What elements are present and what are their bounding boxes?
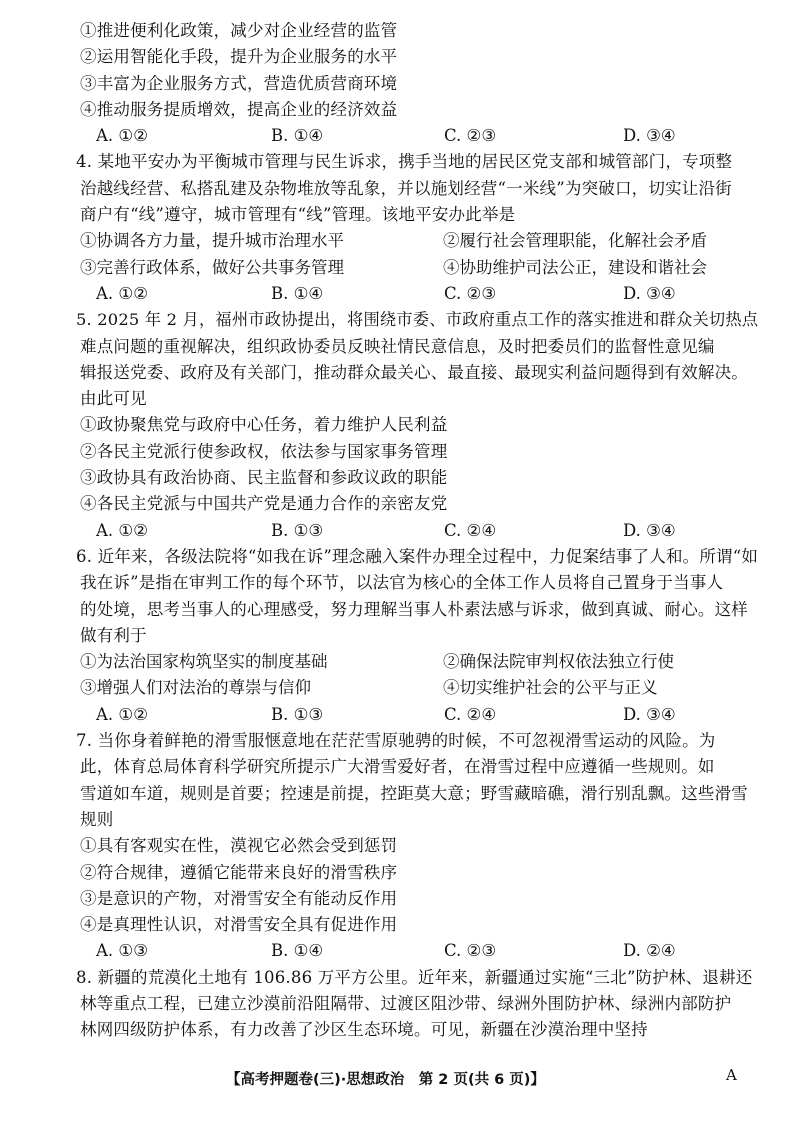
q8-line-3: 林网四级防护体系，有力改善了沙区生态环境。可见，新疆在沙漠治理中坚持 xyxy=(80,1020,648,1040)
q4-choice-a: A. ①② xyxy=(96,283,148,303)
q5-option-1: ①政协聚焦党与政府中心任务，着力维护人民利益 xyxy=(80,415,448,435)
q7-choices xyxy=(76,938,756,964)
q6-line-1: 6. 近年来，各级法院将“如我在诉”理念融入案件办理全过程中，力促案结事了人和。所谓“如 xyxy=(76,546,759,566)
q3-option-3: ③丰富为企业服务方式，营造优质营商环境 xyxy=(80,73,398,93)
paper-version-mark: A xyxy=(726,1066,737,1084)
q5-line-4: 由此可见 xyxy=(80,389,147,409)
q7-option-1: ①具有客观实在性，漠视它必然会受到惩罚 xyxy=(80,836,398,856)
q7-line-1: 7. 当你身着鲜艳的滑雪服惬意地在茫茫雪原驰骋的时候，不可忽视滑雪运动的风险。为 xyxy=(76,731,716,751)
q4-option-2: ②履行社会管理职能，化解社会矛盾 xyxy=(443,231,707,251)
q5-choice-b: B. ①③ xyxy=(271,520,324,540)
q3-choice-b: B. ①④ xyxy=(271,126,324,146)
q4-choice-c: C. ②③ xyxy=(444,283,497,303)
question-8 xyxy=(76,965,756,1044)
q6-choices xyxy=(76,702,756,728)
q5-option-4: ④各民主党派与中国共产党是通力合作的亲密友党 xyxy=(80,494,448,514)
q3-choices xyxy=(76,123,756,149)
q6-option-3: ③增强人们对法治的尊崇与信仰 xyxy=(80,678,311,698)
q7-option-3: ③是意识的产物，对滑雪安全有能动反作用 xyxy=(80,888,398,908)
q6-line-4: 做有利于 xyxy=(80,625,147,645)
q8-line-2: 林等重点工程，已建立沙漠前沿阻隔带、过渡区阻沙带、绿洲外围防护林、绿洲内部防护 xyxy=(80,993,732,1013)
q3-choice-d: D. ③④ xyxy=(623,126,676,146)
q5-line-3: 辑报送党委、政府及有关部门，推动群众最关心、最直接、最现实利益问题得到有效解决。 xyxy=(80,362,748,382)
q4-line-3: 商户有“线”遵守，城市管理有“线”管理。该地平安办此举是 xyxy=(80,205,516,225)
q6-option-4: ④切实维护社会的公平与正义 xyxy=(443,678,658,698)
q7-option-2: ②符合规律，遵循它能带来良好的滑雪秩序 xyxy=(80,862,398,882)
q4-line-2: 治越线经营、私搭乱建及杂物堆放等乱象，并以施划经营“一米线”为突破口，切实让沿街 xyxy=(80,178,732,198)
q6-line-2: 我在诉”是指在审判工作的每个环节，以法官为核心的全体工作人员将自己置身于当事人 xyxy=(80,573,724,593)
q7-line-3: 雪道如车道，规则是首要；控速是前提，控距莫大意；野雪藏暗礁，滑行别乱飘。这些滑雪 xyxy=(80,783,748,803)
question-5 xyxy=(76,307,759,544)
q5-choice-c: C. ②④ xyxy=(444,520,497,540)
q4-choice-b: B. ①④ xyxy=(271,283,324,303)
q6-option-1: ①为法治国家构筑坚实的制度基础 xyxy=(80,652,328,672)
q7-option-4: ④是真理性认识，对滑雪安全具有促进作用 xyxy=(80,915,398,935)
q4-choices xyxy=(76,281,756,307)
q5-choices xyxy=(76,518,756,544)
q4-choice-d: D. ③④ xyxy=(623,283,676,303)
page-footer: 【高考押题卷(三)·思想政治 第 2 页(共 6 页)】 xyxy=(226,1072,545,1088)
q6-options-row-1 xyxy=(76,649,756,675)
q4-option-4: ④协助维护司法公正，建设和谐社会 xyxy=(443,257,707,277)
q6-option-2: ②确保法院审判权依法独立行使 xyxy=(443,652,674,672)
q3-choice-a: A. ①② xyxy=(96,126,148,146)
q4-line-1: 4. 某地平安办为平衡城市管理与民生诉求，携手当地的居民区党支部和城管部门，专项整 xyxy=(76,152,733,172)
q8-line-1: 8. 新疆的荒漠化土地有 106.86 万平方公里。近年来，新疆通过实施“三北”防护林、退耕还 xyxy=(76,967,753,987)
q6-options-row-2 xyxy=(76,675,756,701)
q6-choice-b: B. ①③ xyxy=(271,704,324,724)
q5-choice-a: A. ①② xyxy=(96,520,148,540)
question-7 xyxy=(76,728,756,965)
q5-line-1: 5. 2025 年 2 月，福州市政协提出，将围绕市委、市政府重点工作的落实推进和群众关切热点 xyxy=(76,310,759,330)
q7-choice-d: D. ②④ xyxy=(623,941,676,961)
q3-choice-c: C. ②③ xyxy=(444,126,497,146)
q5-option-2: ②各民主党派行使参政权，依法参与国家事务管理 xyxy=(80,441,448,461)
q3-option-1: ①推进便利化政策，减少对企业经营的监管 xyxy=(80,21,398,40)
q6-choice-c: C. ②④ xyxy=(444,704,497,724)
q6-choice-a: A. ①② xyxy=(96,704,148,724)
q7-line-2: 此，体育总局体育科学研究所提示广大滑雪爱好者，在滑雪过程中应遵循一些规则。如 xyxy=(80,757,715,777)
q6-choice-d: D. ③④ xyxy=(623,704,676,724)
q7-choice-c: C. ②③ xyxy=(444,941,497,961)
q5-line-2: 难点问题的重视解决，组织政协委员反映社情民意信息，及时把委员们的监督性意见编 xyxy=(80,336,715,356)
q5-choice-d: D. ③④ xyxy=(623,520,676,540)
q3-options xyxy=(76,18,756,123)
q3-option-4: ④推动服务提质增效，提高企业的经济效益 xyxy=(80,99,398,119)
q7-choice-a: A. ①③ xyxy=(96,941,148,961)
question-6 xyxy=(76,544,759,728)
q5-option-3: ③政协具有政治协商、民主监督和参政议政的职能 xyxy=(80,468,448,488)
q7-line-4: 规则 xyxy=(80,809,114,829)
q4-options-row-1 xyxy=(76,228,756,254)
q4-options-row-2 xyxy=(76,255,756,281)
q3-option-2: ②运用智能化手段，提升为企业服务的水平 xyxy=(80,47,398,67)
exam-page xyxy=(76,18,759,1044)
question-4 xyxy=(76,149,756,307)
q6-line-3: 的处境，思考当事人的心理感受，努力理解当事人朴素法感与诉求，做到真诚、耐心。这样 xyxy=(80,599,748,619)
q4-option-1: ①协调各方力量，提升城市治理水平 xyxy=(80,231,344,251)
q4-option-3: ③完善行政体系，做好公共事务管理 xyxy=(80,257,344,277)
q7-choice-b: B. ①④ xyxy=(271,941,324,961)
